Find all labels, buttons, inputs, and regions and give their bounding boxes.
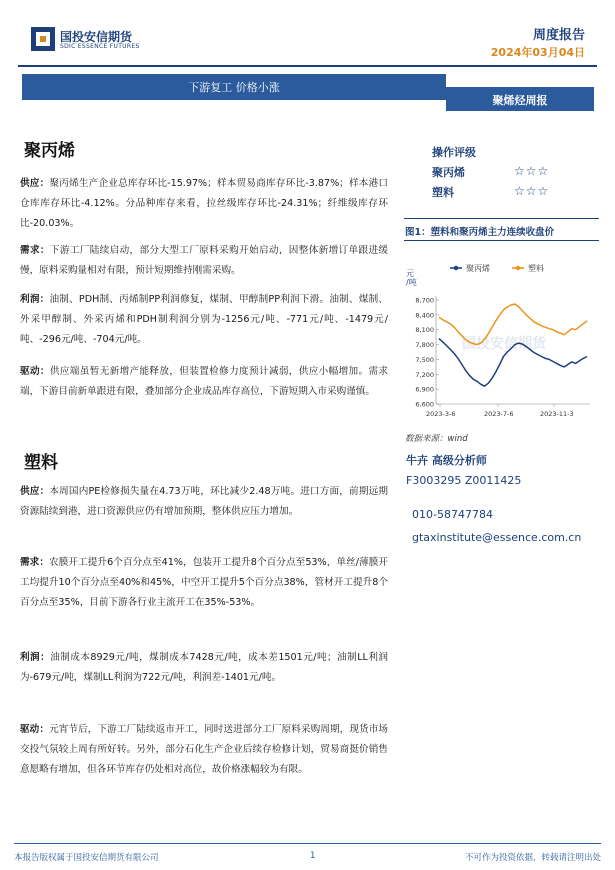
y-axis-label-2: /吨 (406, 278, 417, 287)
pp-supply-paragraph (20, 174, 388, 234)
category-banner (446, 87, 594, 111)
pp-driver-paragraph (20, 362, 388, 402)
analyst-phone: 010-58747784 (412, 508, 493, 521)
rating-row-pp (432, 164, 592, 180)
y-tick-label: 6,900 (415, 385, 434, 394)
pe-supply-paragraph (20, 482, 388, 522)
y-tick-label: 6,600 (415, 400, 434, 409)
pe-driver-label: 驱动： (20, 724, 50, 735)
page-number: 1 (310, 851, 316, 861)
rating-stars: ☆☆☆ (514, 184, 550, 198)
legend-marker-0 (454, 266, 458, 270)
report-date: 2024年03月04日 (490, 46, 585, 59)
pp-profit-text: 油制、PDH制、丙烯制PP利润修复，煤制、甲醇制PP利润下滑。油制、煤制、外采甲醇制、外采丙烯和PDH制利润分别为-1256元/吨、-771元/吨、-1479元/吨、-296元/吨、-704元/吨。 (20, 294, 389, 345)
price-line-chart (404, 256, 599, 424)
pe-profit-paragraph (20, 648, 388, 688)
section-title-pe: 塑料 (24, 453, 58, 473)
y-tick-label: 7,200 (415, 370, 434, 379)
analyst-name: 牛卉 高级分析师 (406, 454, 487, 467)
company-name-en: SDIC ESSENCE FUTURES (60, 43, 140, 50)
pp-driver-text: 供应端虽暂无新增产能释放，但装置检修力度预计减弱，供应小幅增加。需求端，下游目前新单跟进有限，叠加部分企业成品库存高位，下游短期入市采购谨慎。 (20, 366, 389, 397)
headline: 下游复工 价格小涨 (188, 81, 280, 94)
legend-label-1: 塑料 (528, 264, 544, 273)
pe-demand-paragraph (20, 553, 388, 613)
y-axis-label: 元 (406, 269, 414, 278)
company-logo (30, 26, 170, 56)
pe-supply-text: 本周国内PE检修损失量在4.73万吨，环比减少2.48万吨。进口方面，前期远期资源陆续到港，进口资源供应仍有增加预期，整体供应压力增加。 (20, 486, 389, 517)
pp-demand-label: 需求： (20, 245, 50, 256)
pp-profit-label: 利润： (20, 294, 50, 305)
company-name-cn: 国投安信期货 (60, 30, 133, 44)
footer-disclaimer: 不可作为投资依据，转载请注明出处 (464, 853, 601, 863)
pp-supply-text: 聚丙烯生产企业总库存环比-15.97%；样本贸易商库存环比-3.87%；样本港口仓库库存环比-4.12%。分品种库存来看，拉丝级库存环比-24.31%；纤维级库存环比-20.03%。 (20, 178, 389, 229)
analyst-email: gtaxinstitute@essence.com.cn (412, 531, 582, 544)
footer-copyright: 本报告版权属于国投安信期货有限公司 (14, 853, 159, 863)
footer-divider (14, 843, 601, 844)
pp-driver-label: 驱动： (20, 366, 50, 377)
logo-icon (30, 26, 56, 52)
y-tick-label: 7,800 (415, 341, 434, 350)
rating-row-pe (432, 184, 592, 200)
legend-label-0: 聚丙烯 (466, 264, 490, 273)
x-tick-label: 2023-3-6 (426, 410, 456, 418)
rating-name: 塑料 (432, 186, 454, 199)
y-tick-label: 7,500 (415, 355, 434, 364)
legend-marker-1 (516, 266, 520, 270)
rating-name: 聚丙烯 (432, 166, 465, 179)
y-tick-label: 8,400 (415, 311, 434, 320)
analyst-license: F3003295 Z0011425 (406, 474, 522, 487)
report-category: 聚烯烃周报 (492, 94, 548, 107)
headline-banner (22, 74, 446, 100)
pp-demand-paragraph (20, 241, 388, 281)
pp-demand-text: 下游工厂陆续启动，部分大型工厂原料采购开始启动，因整体新增订单跟进缓慢，原料采购量相对有限，预计短期维持刚需采购。 (20, 245, 389, 276)
figure-rule-bottom (404, 240, 599, 241)
pp-supply-label: 供应： (20, 178, 50, 189)
pe-driver-text: 元宵节后，下游工厂陆续返市开工，同时送进部分工厂原料采购周期，现货市场交投气氛较上周有所好转。另外，部分石化生产企业后续存检修计划，贸易商挺价销售意愿略有增加，但各环节库存仍处相对高位，故价格涨幅较为有限。 (20, 724, 389, 775)
figure-rule-top (404, 218, 599, 219)
figure-title: 图1：塑料和聚丙烯主力连续收盘价 (405, 227, 555, 238)
figure-source: 数据来源：wind (405, 434, 468, 444)
x-tick-label: 2023-11-3 (540, 410, 574, 418)
report-type: 周度报告 (532, 28, 585, 43)
x-tick-label: 2023-7-6 (484, 410, 514, 418)
rating-title: 操作评级 (432, 146, 476, 159)
y-tick-label: 8,100 (415, 326, 434, 335)
pe-demand-label: 需求： (20, 557, 50, 568)
section-title-pp: 聚丙烯 (24, 141, 75, 161)
pe-supply-label: 供应： (20, 486, 50, 497)
rating-stars: ☆☆☆ (514, 164, 550, 178)
pe-profit-label: 利润： (20, 652, 51, 663)
pe-driver-paragraph (20, 720, 388, 780)
y-tick-label: 8,700 (415, 296, 434, 305)
pe-profit-text: 油制成本8929元/吨，煤制成本7428元/吨，成本差1501元/吨；油制LL利润为-679元/吨，煤制LL利润为722元/吨，利润差-1401元/吨。 (20, 652, 389, 683)
pe-demand-text: 农膜开工提升6个百分点至41%，包装开工提升8个百分点至53%，单丝/薄膜开工均提升10个百分点至40%和45%，中空开工提升5个百分点38%，管材开工提升8个百分点至35%，目前下游各行业主流开工在35%-53%。 (20, 557, 389, 608)
pp-profit-paragraph (20, 290, 388, 350)
chart-watermark: 国投安信期货 (462, 336, 546, 352)
header-divider (18, 65, 597, 67)
